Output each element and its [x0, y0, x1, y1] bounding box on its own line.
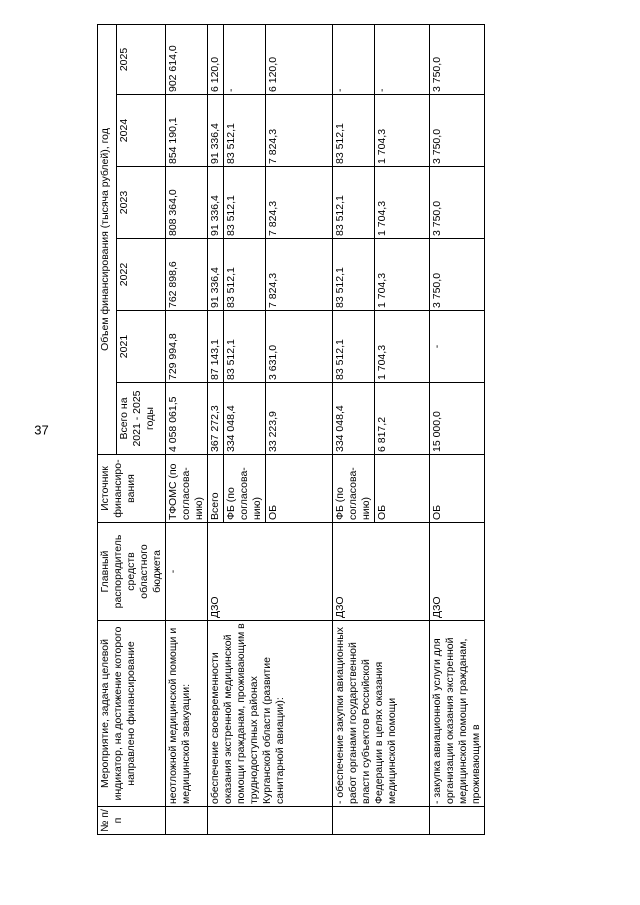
cell-num — [430, 807, 485, 835]
table-row — [208, 24, 224, 834]
cell-2023: 1 704,3 — [375, 167, 430, 239]
cell-2021: 729 994,8 — [166, 311, 208, 383]
cell-2022: 3 750,0 — [430, 239, 485, 311]
header-source: Источник финансиро-вания — [98, 455, 166, 523]
cell-2024: 7 824,3 — [266, 95, 333, 167]
cell-event: - обеспечение закупки авиационных работ органами государственной власти субъектов Российской Федерации в целях оказания медицинской помощи — [333, 621, 430, 807]
cell-2023: 83 512,1 — [333, 167, 375, 239]
cell-2025: - — [333, 24, 375, 94]
header-year-2023: 2023 — [116, 167, 165, 239]
table-row — [166, 24, 208, 834]
financing-table — [97, 24, 485, 835]
cell-event: неотложной медицинской помощи и медицинской эвакуации: — [166, 621, 208, 807]
page-number: 37 — [34, 422, 49, 438]
cell-2024: 83 512,1 — [224, 95, 266, 167]
cell-distributor: - — [166, 523, 208, 621]
table-row — [333, 24, 375, 834]
cell-2022: 762 898,6 — [166, 239, 208, 311]
header-year-2022: 2022 — [116, 239, 165, 311]
header-year-2024: 2024 — [116, 95, 165, 167]
cell-2025: 3 750,0 — [430, 24, 485, 94]
cell-2022: 83 512,1 — [224, 239, 266, 311]
cell-distributor: ДЗО — [333, 523, 430, 621]
cell-2021: 83 512,1 — [333, 311, 375, 383]
cell-total: 334 048,4 — [333, 383, 375, 455]
cell-2025: - — [375, 24, 430, 94]
cell-2023: 91 336,4 — [208, 167, 224, 239]
cell-source: ОБ — [266, 455, 333, 523]
header-row-1 — [98, 24, 117, 834]
cell-2022: 83 512,1 — [333, 239, 375, 311]
cell-event: обеспечение своевременности оказания экстренной медицинской помощи гражданам, проживающим в труднодоступных районах Курганской области (развитие санитарной авиации): — [208, 621, 333, 807]
cell-2024: 1 704,3 — [375, 95, 430, 167]
cell-source: ФБ (по согласова-нию) — [224, 455, 266, 523]
cell-distributor: ДЗО — [430, 523, 485, 621]
cell-2025: 6 120,0 — [266, 24, 333, 94]
cell-2022: 1 704,3 — [375, 239, 430, 311]
header-num: № п/п — [98, 807, 166, 835]
cell-2025: 902 614,0 — [166, 24, 208, 94]
cell-2022: 7 824,3 — [266, 239, 333, 311]
cell-num — [208, 807, 333, 835]
cell-2024: 83 512,1 — [333, 95, 375, 167]
header-year-2021: 2021 — [116, 311, 165, 383]
cell-total: 367 272,3 — [208, 383, 224, 455]
cell-source: ОБ — [430, 455, 485, 523]
header-total: Всего на 2021 - 2025 годы — [116, 383, 165, 455]
cell-2021: 1 704,3 — [375, 311, 430, 383]
cell-total: 6 817,2 — [375, 383, 430, 455]
cell-2023: 7 824,3 — [266, 167, 333, 239]
cell-2023: 83 512,1 — [224, 167, 266, 239]
header-distributor: Главный распорядитель средств областного бюджета — [98, 523, 166, 621]
cell-2024: 3 750,0 — [430, 95, 485, 167]
cell-distributor: ДЗО — [208, 523, 333, 621]
cell-source: ОБ — [375, 455, 430, 523]
cell-2024: 91 336,4 — [208, 95, 224, 167]
header-volume: Объем финансирования (тысяча рублей), год — [98, 24, 117, 454]
cell-total: 15 000,0 — [430, 383, 485, 455]
cell-2022: 91 336,4 — [208, 239, 224, 311]
cell-source: ТФОМС (по согласова-нию) — [166, 455, 208, 523]
cell-total: 33 223,9 — [266, 383, 333, 455]
cell-source: Всего — [208, 455, 224, 523]
cell-2023: 3 750,0 — [430, 167, 485, 239]
header-event: Мероприятие, задача целевой индикатор, на достижение которого направлено финансирование — [98, 621, 166, 807]
cell-2025: - — [224, 24, 266, 94]
table-row — [430, 24, 485, 834]
cell-source: ФБ (по согласова-нию) — [333, 455, 375, 523]
cell-event: - закупка авиационной услуги для организации оказания экстренной медицинской помощи гражданам, проживающим в — [430, 621, 485, 807]
cell-num — [333, 807, 430, 835]
cell-num — [166, 807, 208, 835]
cell-2021: 83 512,1 — [224, 311, 266, 383]
cell-2021: - — [430, 311, 485, 383]
cell-2021: 3 631,0 — [266, 311, 333, 383]
cell-2024: 854 190,1 — [166, 95, 208, 167]
cell-2023: 808 364,0 — [166, 167, 208, 239]
cell-total: 4 058 061,5 — [166, 383, 208, 455]
cell-2021: 87 143,1 — [208, 311, 224, 383]
cell-2025: 6 120,0 — [208, 24, 224, 94]
header-year-2025: 2025 — [116, 24, 165, 94]
cell-total: 334 048,4 — [224, 383, 266, 455]
